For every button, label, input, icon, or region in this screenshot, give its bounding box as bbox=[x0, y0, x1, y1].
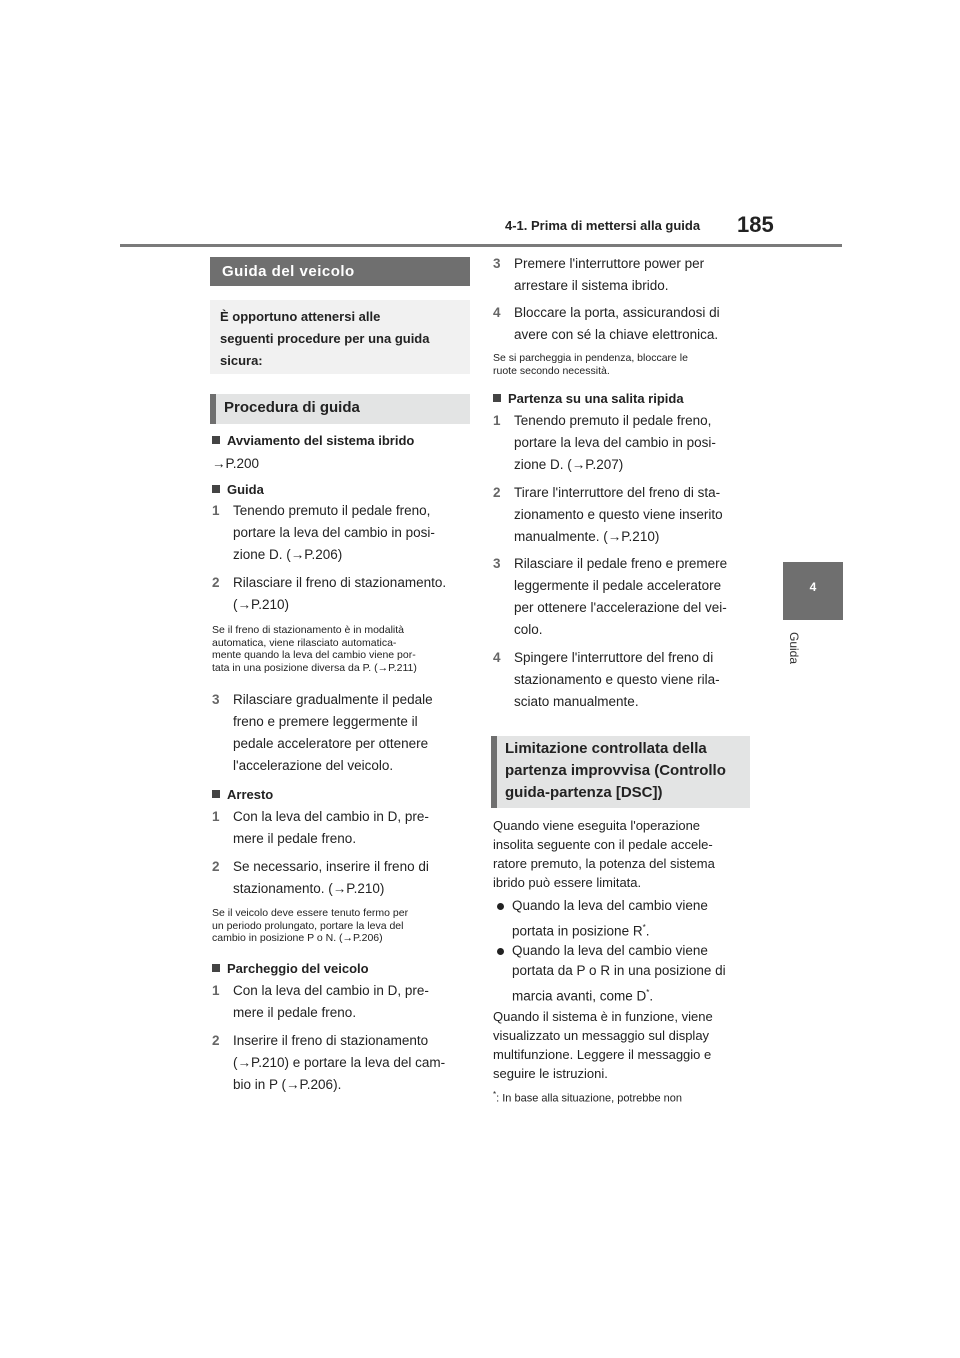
page-number: 185 bbox=[737, 212, 774, 237]
step-item: 3 Premere l'interruttore power per arrestare il sistema ibrido. bbox=[493, 256, 705, 293]
reference-link[interactable]: →P.200 bbox=[212, 456, 260, 471]
section-title-limitazione: Limitazione controllata della partenza improvvisa (Controllo guida-partenza [DSC]) bbox=[491, 736, 750, 808]
footnote: *: In base alla situazione, potrebbe non bbox=[493, 1090, 683, 1105]
step-item: 2 Inserire il freno di stazionamento (→P.210) e portare la leva del cam- bio in P (→P.206). bbox=[212, 1033, 446, 1092]
note: Se il veicolo deve essere tenuto fermo per un periodo prolungato, portare la leva del cambio in posizione P o N. (→P.206) bbox=[212, 907, 409, 944]
subheading-guida: Guida bbox=[212, 482, 264, 497]
header-rule bbox=[120, 244, 842, 247]
chapter-tab-number: 4 bbox=[809, 580, 817, 594]
step-item: 4 Bloccare la porta, assicurandosi di avere con sé la chiave elettronica. bbox=[493, 305, 720, 342]
step-item: 1 Tenendo premuto il pedale freno, portare la leva del cambio in posi- zione D. (→P.207) bbox=[493, 413, 716, 472]
step-item: 1 Con la leva del cambio in D, pre- mere il pedale freno. bbox=[212, 809, 429, 846]
note: Se si parcheggia in pendenza, bloccare le ruote secondo necessità. bbox=[493, 352, 688, 377]
step-item: 3 Rilasciare il pedale freno e premere leggermente il pedale acceleratore per ottenere l'accelerazione del vei- colo. bbox=[493, 556, 728, 637]
step-item: 4 Spingere l'interruttore del freno di stazionamento e questo viene rila- sciato manualmente. bbox=[493, 650, 720, 709]
intro-line: seguenti procedure per una guida bbox=[220, 331, 430, 346]
step-item: 3 Rilasciare gradualmente il pedale freno e premere leggermente il pedale acceleratore per ottenere l'accelerazione del veicolo. bbox=[212, 692, 433, 773]
subheading-salita: Partenza su una salita ripida bbox=[493, 391, 684, 406]
section-title-procedura-di-guida: Procedura di guida bbox=[210, 394, 470, 424]
chapter-header: 4-1. Prima di mettersi alla guida bbox=[505, 218, 701, 233]
note: Se il freno di stazionamento è in modalità automatica, viene rilasciato automatica- mente quando la leva del cambio viene por- tata in una posizione diversa da P. (→P.211) bbox=[212, 624, 417, 674]
intro-line: È opportuno attenersi alle bbox=[220, 309, 381, 324]
bullet-item: Quando la leva del cambio viene portata in posizione R*. bbox=[493, 895, 755, 943]
subheading-avviamento: Avviamento del sistema ibrido bbox=[212, 433, 414, 448]
step-item: 2 Se necessario, inserire il freno di stazionamento. (→P.210) bbox=[212, 859, 429, 896]
section-title-guida-del-veicolo: Guida del veicolo bbox=[210, 257, 470, 286]
chapter-tab-label: Guida bbox=[787, 632, 801, 665]
subheading-arresto: Arresto bbox=[212, 787, 273, 802]
chapter-tab[interactable] bbox=[783, 562, 843, 620]
intro-line: sicura: bbox=[220, 353, 263, 368]
paragraph: Quando viene eseguita l'operazione insolita seguente con il pedale accele- ratore premuto, la potenza del sistema ibrido può essere limitata. bbox=[493, 818, 715, 890]
step-item: 2 Tirare l'interruttore del freno di sta- zionamento e questo viene inserito manualmente. (→P.210) bbox=[493, 485, 723, 544]
bullet-item: Quando la leva del cambio viene portata da P o R in una posizione di marcia avanti, come D*. bbox=[493, 941, 755, 1009]
step-item: 2 Rilasciare il freno di stazionamento. (→P.210) bbox=[212, 575, 447, 612]
paragraph: Quando il sistema è in funzione, viene visualizzato un messaggio sul display multifunzione. Leggere il messaggio e seguire le istruzioni. bbox=[493, 1009, 713, 1081]
step-item: 1 Tenendo premuto il pedale freno, portare la leva del cambio in posi- zione D. (→P.206) bbox=[212, 503, 435, 562]
step-item: 1 Con la leva del cambio in D, pre- mere il pedale freno. bbox=[212, 983, 429, 1020]
intro-box bbox=[210, 300, 470, 374]
subheading-parcheggio: Parcheggio del veicolo bbox=[212, 961, 369, 976]
